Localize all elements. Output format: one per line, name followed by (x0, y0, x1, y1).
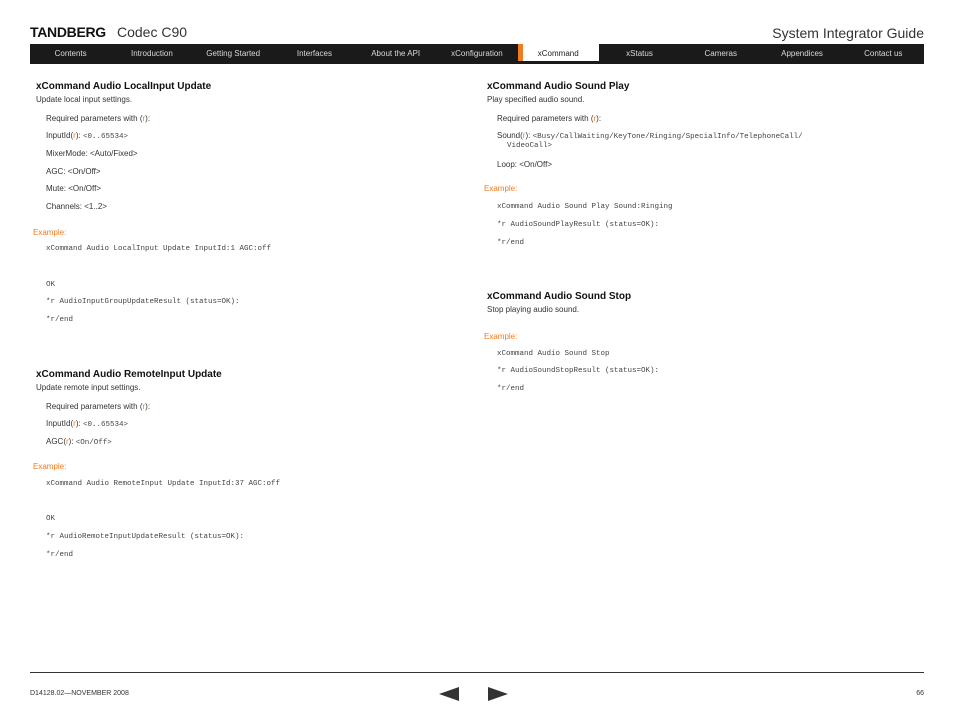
example-line: *r AudioSoundPlayResult (status=OK): (497, 221, 660, 229)
tab-about-the-api[interactable]: About the API (371, 49, 421, 58)
example-line: OK (46, 515, 56, 523)
example-line: *r/end (46, 316, 74, 324)
param-mixermode: MixerMode: <Auto/Fixed> (46, 149, 138, 158)
example-label: Example: (33, 228, 67, 237)
example-line: *r/end (46, 551, 74, 559)
section-description: Stop playing audio sound. (487, 305, 580, 314)
param-sound (497, 131, 803, 141)
param-value: <0..65534> (82, 133, 128, 141)
section-title: xCommand Audio Sound Stop (487, 291, 632, 302)
section-sound-stop (487, 291, 917, 314)
example-label: Example: (484, 332, 518, 341)
example-line: *r AudioRemoteInputUpdateResult (status=OK): (46, 533, 245, 541)
section-description: Play specified audio sound. (487, 95, 585, 104)
required-marker: r (522, 131, 526, 140)
example-line: xCommand Audio Sound Stop (497, 350, 610, 358)
param-value-cont: VideoCall> (507, 142, 553, 150)
required-params-note (46, 402, 150, 411)
brand-logo: TANDBERG (30, 24, 106, 40)
previous-page-arrow-icon[interactable] (439, 687, 459, 701)
example-line: xCommand Audio RemoteInput Update InputId:37 AGC:off (46, 480, 281, 488)
product-name: Codec C90 (117, 24, 188, 40)
param-value: <Busy/CallWaiting/KeyTone/Ringing/SpecialInfo/TelephoneCall/ (532, 133, 803, 141)
example-label: Example: (33, 462, 67, 471)
param-name: InputId( (46, 131, 74, 140)
page-header (30, 22, 924, 44)
section-title: xCommand Audio RemoteInput Update (36, 369, 222, 380)
tab-contact-us[interactable]: Contact us (864, 49, 903, 58)
param-close: ): (68, 437, 74, 446)
section-description: Update local input settings. (36, 95, 133, 104)
tab-xstatus[interactable]: xStatus (626, 49, 653, 58)
param-loop: Loop: <On/Off> (497, 160, 553, 169)
tab-contents[interactable]: Contents (54, 49, 87, 58)
req-suffix: ): (145, 114, 151, 123)
required-marker: r (142, 402, 146, 411)
footer-divider (30, 672, 924, 673)
required-params-note (497, 114, 601, 123)
tab-introduction[interactable]: Introduction (130, 49, 173, 58)
param-value: <0..65534> (82, 421, 128, 429)
document-id: D14128.02—NOVEMBER 2008 (30, 690, 129, 697)
req-suffix: ): (145, 402, 151, 411)
example-line: xCommand Audio LocalInput Update InputId:1 AGC:off (46, 245, 272, 253)
param-name: AGC( (46, 437, 66, 446)
example-line: *r AudioInputGroupUpdateResult (status=OK): (46, 298, 240, 306)
top-nav (30, 44, 924, 64)
param-close: ): (75, 131, 81, 140)
req-prefix: Required parameters with ( (46, 114, 143, 123)
required-params-note (46, 114, 150, 123)
section-localinput-update (36, 81, 456, 104)
section-title: xCommand Audio LocalInput Update (36, 81, 212, 92)
tab-appendices[interactable]: Appendices (781, 49, 823, 58)
section-title: xCommand Audio Sound Play (487, 81, 630, 92)
next-page-arrow-icon[interactable] (488, 687, 508, 701)
required-marker: r (66, 437, 69, 446)
example-line: *r/end (497, 239, 525, 247)
tab-getting-started[interactable]: Getting Started (206, 49, 261, 58)
example-line: OK (46, 281, 56, 289)
param-channels: Channels: <1..2> (46, 202, 107, 211)
param-name: Sound( (497, 131, 523, 140)
required-marker: r (593, 114, 597, 123)
param-agc: AGC: <On/Off> (46, 167, 101, 176)
tab-xconfiguration[interactable]: xConfiguration (451, 49, 503, 58)
param-agc (46, 437, 112, 447)
example-line: *r/end (497, 385, 525, 393)
param-close: ): (525, 131, 531, 140)
section-remoteinput-update (36, 369, 456, 392)
req-prefix: Required parameters with ( (46, 402, 143, 411)
example-line: xCommand Audio Sound Play Sound:Ringing (497, 203, 673, 211)
param-mute: Mute: <On/Off> (46, 184, 101, 193)
tab-xcommand[interactable]: xCommand (518, 44, 599, 64)
req-prefix: Required parameters with ( (497, 114, 594, 123)
param-inputid (46, 131, 128, 141)
guide-title: System Integrator Guide (772, 25, 924, 41)
section-description: Update remote input settings. (36, 383, 141, 392)
section-sound-play (487, 81, 917, 104)
param-name: InputId( (46, 419, 74, 428)
tab-interfaces[interactable]: Interfaces (296, 49, 332, 58)
tab-cameras[interactable]: Cameras (704, 49, 737, 58)
required-marker: r (73, 131, 76, 140)
param-value: <On/Off> (75, 439, 112, 447)
example-label: Example: (484, 184, 518, 193)
page-number: 66 (916, 690, 924, 697)
example-line: *r AudioSoundStopResult (status=OK): (497, 367, 660, 375)
required-marker: r (73, 419, 76, 428)
req-suffix: ): (596, 114, 602, 123)
param-close: ): (75, 419, 81, 428)
param-inputid (46, 419, 128, 429)
required-marker: r (142, 114, 146, 123)
